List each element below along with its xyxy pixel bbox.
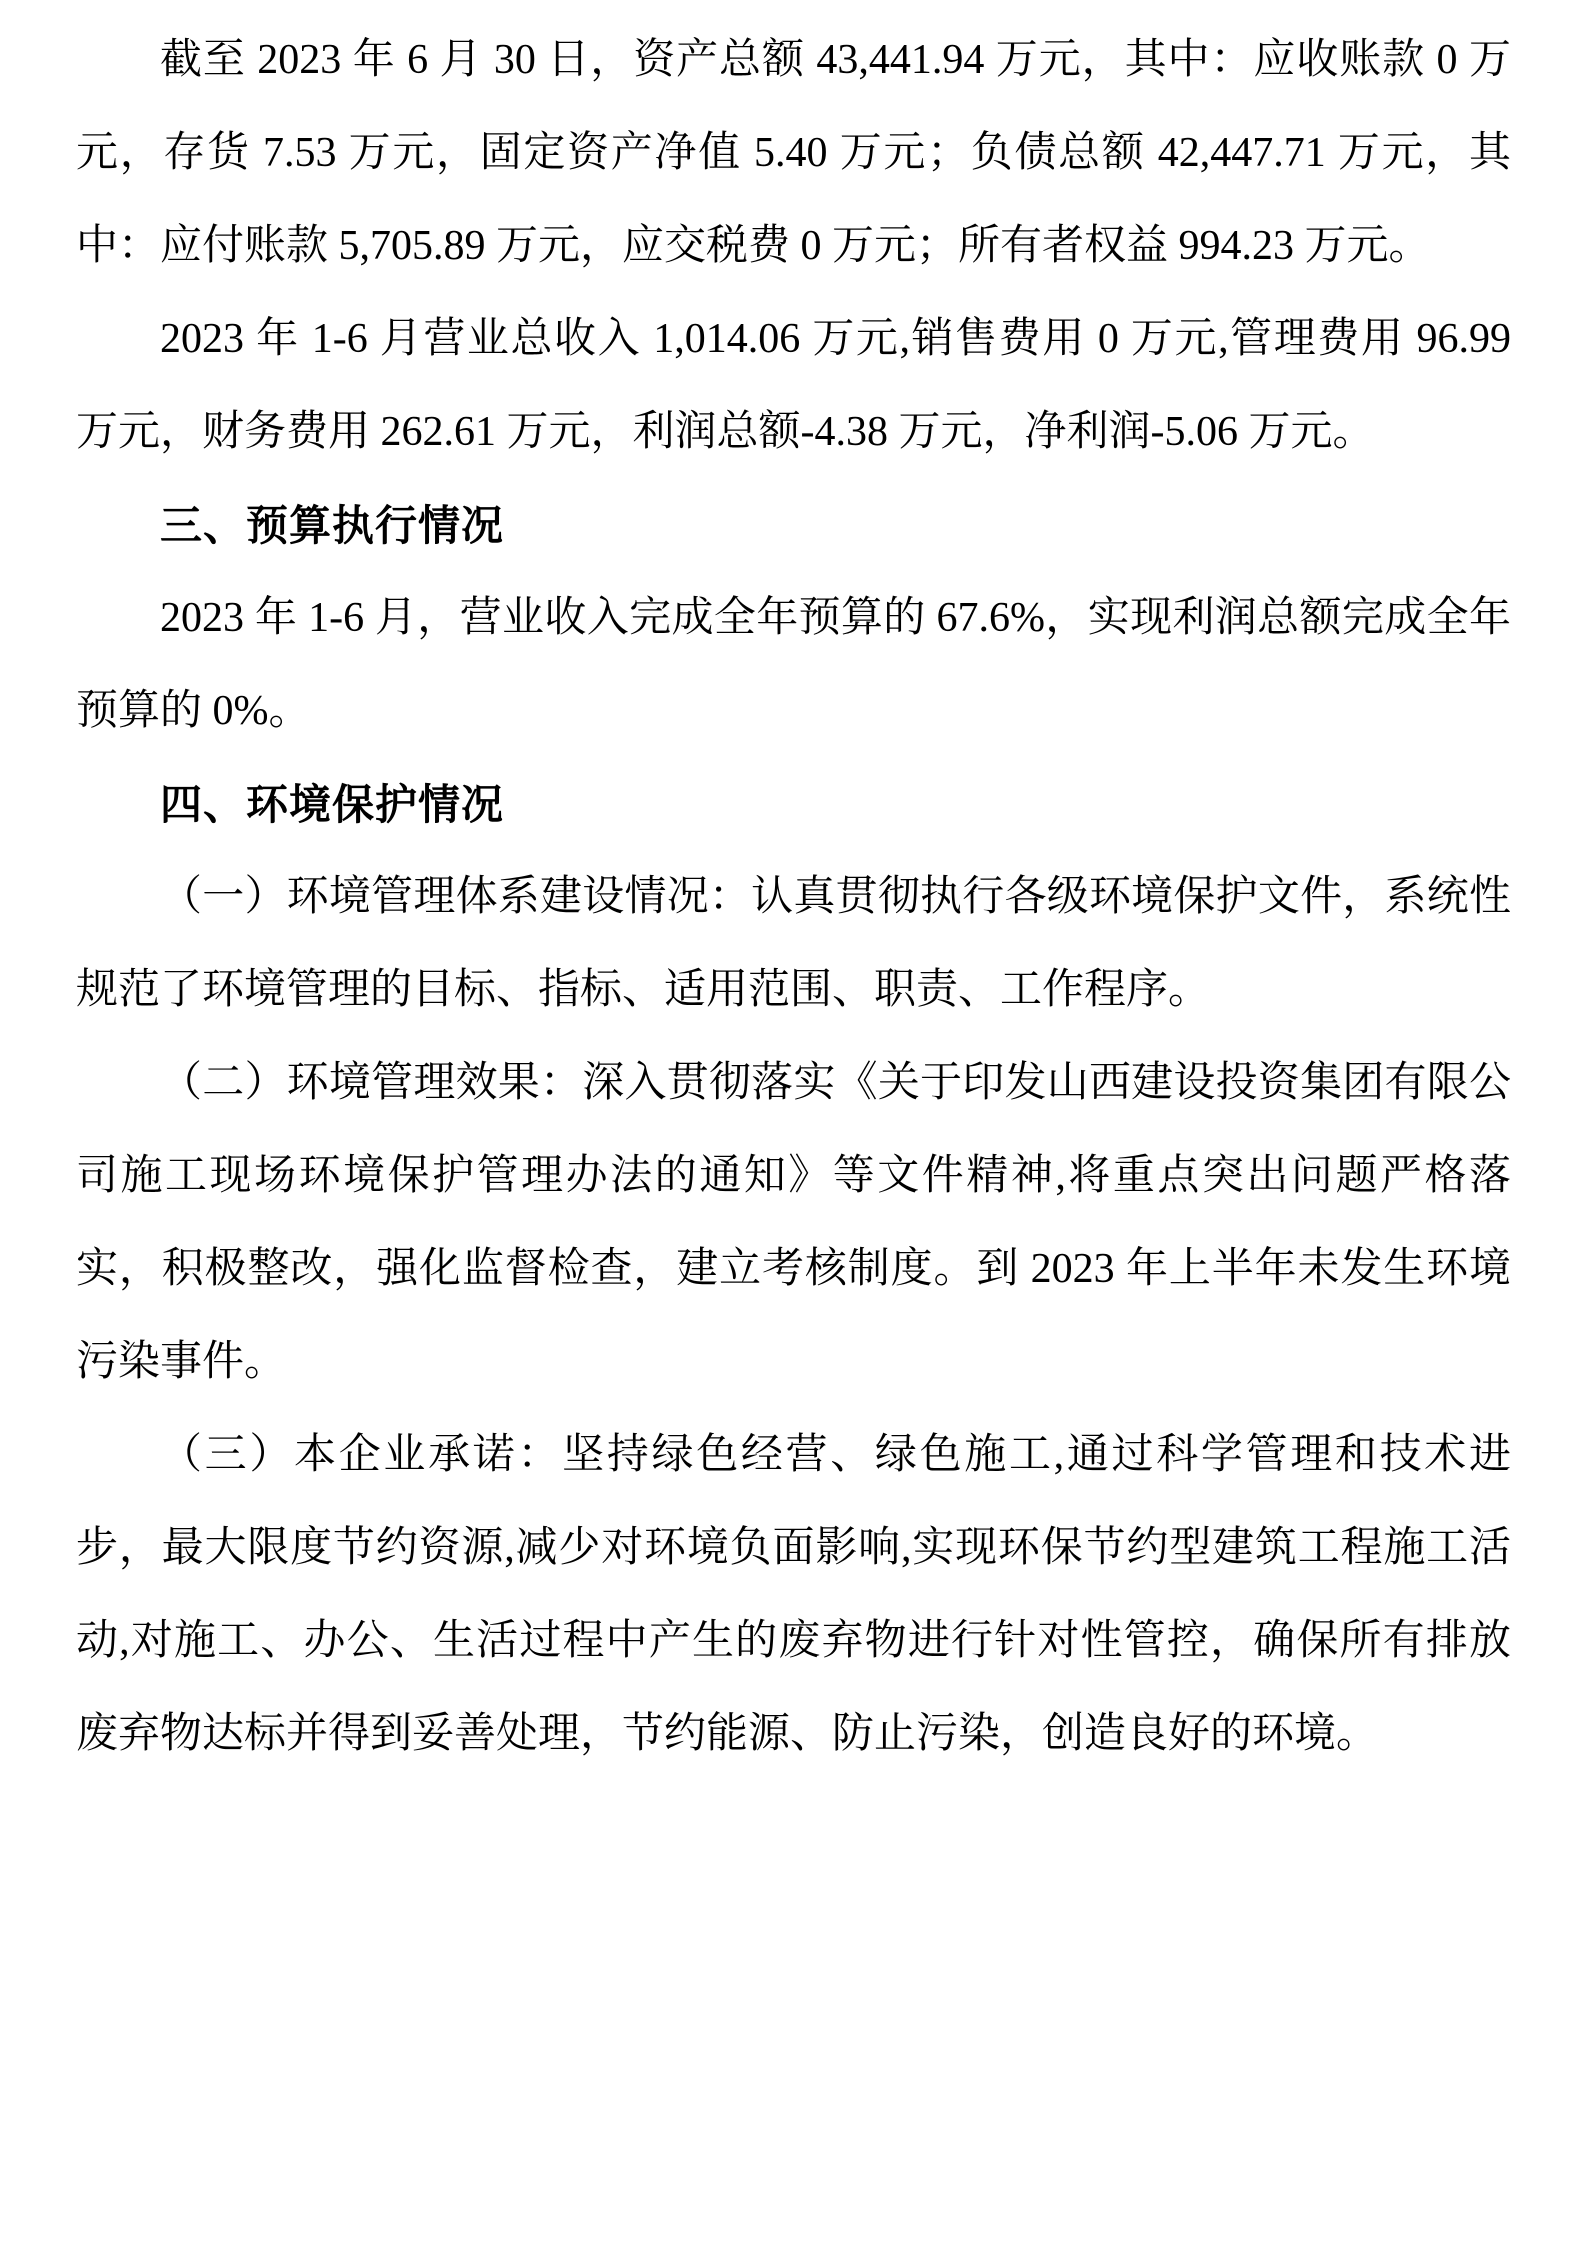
heading-environmental-protection: 四、环境保护情况 [160, 781, 505, 828]
document-body [76, 14, 1511, 1781]
paragraph-env-management-effect: （二）环境管理效果：深入贯彻落实《关于印发山西建设投资集团有限公司施工现场环境保护管理办法的通知》等文件精神,将重点突出问题严格落实，积极整改，强化监督检查，建立考核制度。到 2023 年上半年未发生环境污染事件。 [76, 1060, 1511, 1385]
paragraph-env-commitment: （三）本企业承诺：坚持绿色经营、绿色施工,通过科学管理和技术进步，最大限度节约资源,减少对环境负面影响,实现环保节约型建筑工程施工活动,对施工、办公、生活过程中产生的废弃物进行针对性管控，确保所有排放废弃物达标并得到妥善处理，节约能源、防止污染，创造良好的环境。 [76, 1432, 1511, 1757]
paragraph-financial-position: 截至 2023 年 6 月 30 日，资产总额 43,441.94 万元，其中：应收账款 0 万元，存货 7.53 万元，固定资产净值 5.40 万元；负债总额 42,447.71 万元，其中：应付账款 5,705.89 万元，应交税费 0 万元；所有者权益 994.23 万元。 [76, 37, 1511, 269]
paragraph-budget-execution: 2023 年 1-6 月，营业收入完成全年预算的 67.6%，实现利润总额完成全年预算的 0%。 [76, 595, 1511, 734]
paragraph-income-statement: 2023 年 1-6 月营业总收入 1,014.06 万元,销售费用 0 万元,管理费用 96.99 万元，财务费用 262.61 万元，利润总额-4.38 万元，净利润-5.06 万元。 [76, 316, 1511, 455]
paragraph-env-management-system: （一）环境管理体系建设情况：认真贯彻执行各级环境保护文件，系统性规范了环境管理的目标、指标、适用范围、职责、工作程序。 [76, 874, 1511, 1013]
heading-budget-execution: 三、预算执行情况 [160, 502, 505, 549]
